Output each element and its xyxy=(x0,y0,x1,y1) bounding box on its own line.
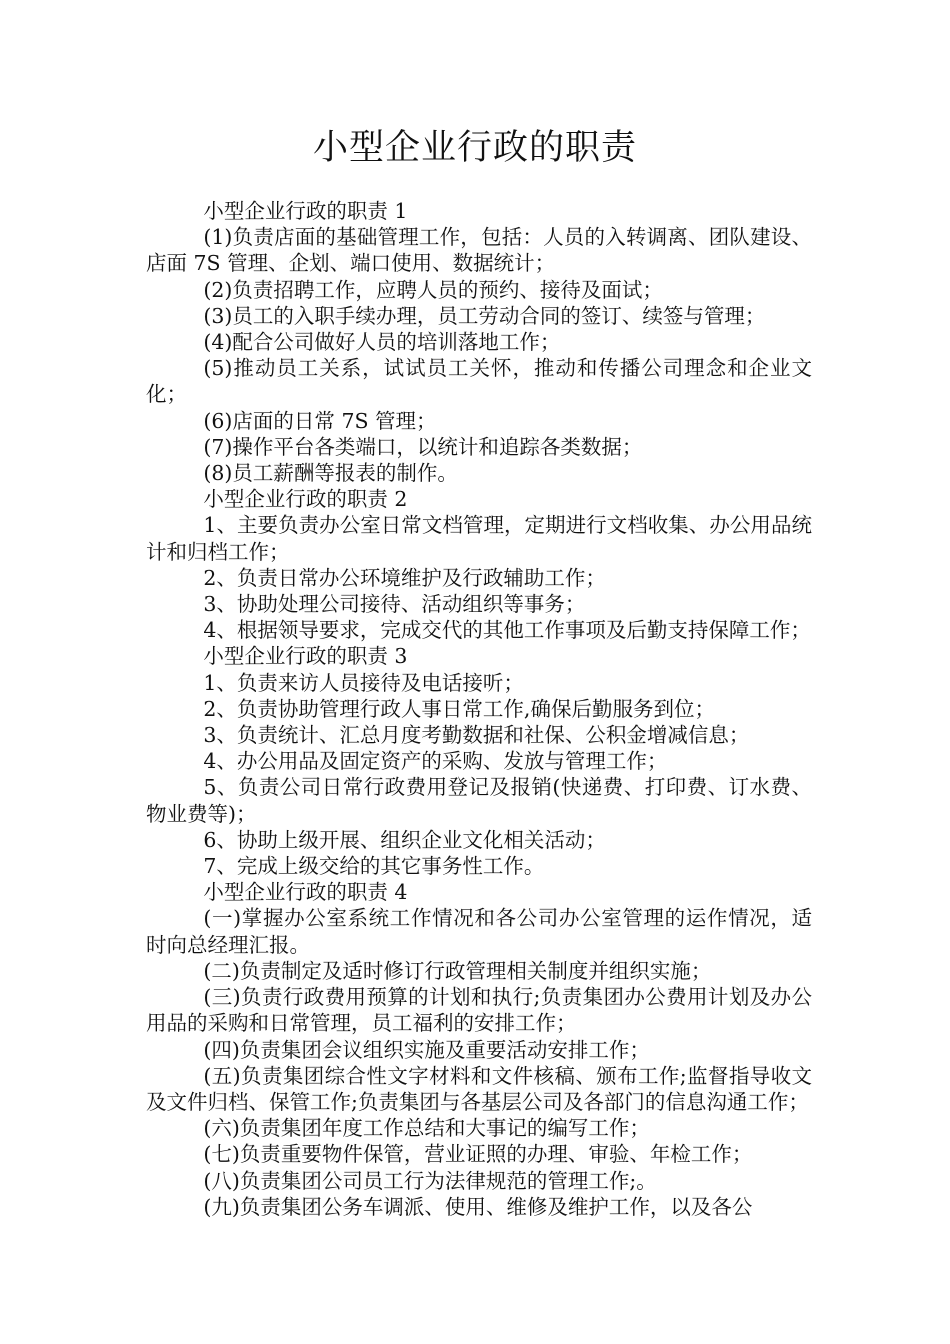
paragraph: (七)负责重要物件保管，营业证照的办理、审验、年检工作； xyxy=(203,1142,753,1167)
section-heading-1: 小型企业行政的职责 1 xyxy=(203,199,408,223)
paragraph: (六)负责集团年度工作总结和大事记的编写工作； xyxy=(203,1116,650,1141)
document-body xyxy=(146,198,812,1220)
section-heading-2: 小型企业行政的职责 2 xyxy=(203,487,408,512)
paragraph: (九)负责集团公务车调派、使用、维修及维护工作，以及各公 xyxy=(203,1194,753,1219)
paragraph: 5、负责公司日常行政费用登记及报销(快递费、打印费、订水费、物业费等)； xyxy=(146,775,812,826)
paragraph: 4、办公用品及固定资产的采购、发放与管理工作； xyxy=(203,749,668,774)
paragraph: (2)负责招聘工作，应聘人员的预约、接待及面试； xyxy=(203,277,663,302)
paragraph: 4、根据领导要求，完成交代的其他工作事项及后勤支持保障工作； xyxy=(203,618,811,643)
paragraph: (5)推动员工关系，试试员工关怀，推动和传播公司理念和企业文化； xyxy=(146,356,812,407)
paragraph: (八)负责集团公司员工行为法律规范的管理工作;。 xyxy=(203,1168,657,1193)
section-heading-3: 小型企业行政的职责 3 xyxy=(203,644,408,669)
paragraph: (二)负责制定及适时修订行政管理相关制度并组织实施； xyxy=(203,958,712,983)
paragraph: (3)员工的入职手续办理，员工劳动合同的签订、续签与管理； xyxy=(203,303,766,328)
paragraph: (4)配合公司做好人员的培训落地工作； xyxy=(203,330,561,355)
paragraph: 3、协助处理公司接待、活动组织等事务； xyxy=(203,592,586,617)
paragraph: (四)负责集团会议组织实施及重要活动安排工作； xyxy=(203,1037,650,1062)
paragraph: 3、负责统计、汇总月度考勤数据和社保、公积金增减信息； xyxy=(203,723,750,748)
paragraph: 1、负责来访人员接待及电话接听； xyxy=(203,670,524,695)
paragraph: (8)员工薪酬等报表的制作。 xyxy=(203,461,458,486)
paragraph: (7)操作平台各类端口，以统计和追踪各类数据； xyxy=(203,434,643,459)
paragraph: (6)店面的日常 7S 管理； xyxy=(203,408,437,433)
paragraph: 6、协助上级开展、组织企业文化相关活动； xyxy=(203,827,606,852)
paragraph: (三)负责行政费用预算的计划和执行;负责集团办公费用计划及办公用品的采购和日常管理，员工福利的安排工作； xyxy=(146,985,812,1036)
paragraph: 7、完成上级交给的其它事务性工作。 xyxy=(203,854,545,879)
paragraph: 2、负责日常办公环境维护及行政辅助工作； xyxy=(203,565,606,590)
paragraph: (一)掌握办公室系统工作情况和各公司办公室管理的运作情况，适时向总经理汇报。 xyxy=(146,906,812,957)
paragraph: 1、主要负责办公室日常文档管理，定期进行文档收集、办公用品统计和归档工作； xyxy=(146,513,812,564)
paragraph: 2、负责协助管理行政人事日常工作,确保后勤服务到位； xyxy=(203,696,715,721)
paragraph: (五)负责集团综合性文字材料和文件核稿、颁布工作;监督指导收文及文件归档、保管工作;负责集团与各基层公司及各部门的信息沟通工作； xyxy=(146,1063,812,1114)
document-title: 小型企业行政的职责 xyxy=(312,128,637,168)
section-heading-4: 小型企业行政的职责 4 xyxy=(203,880,408,905)
paragraph: (1)负责店面的基础管理工作，包括：人员的入转调离、团队建设、店面 7S 管理、企划、端口使用、数据统计； xyxy=(146,225,812,276)
